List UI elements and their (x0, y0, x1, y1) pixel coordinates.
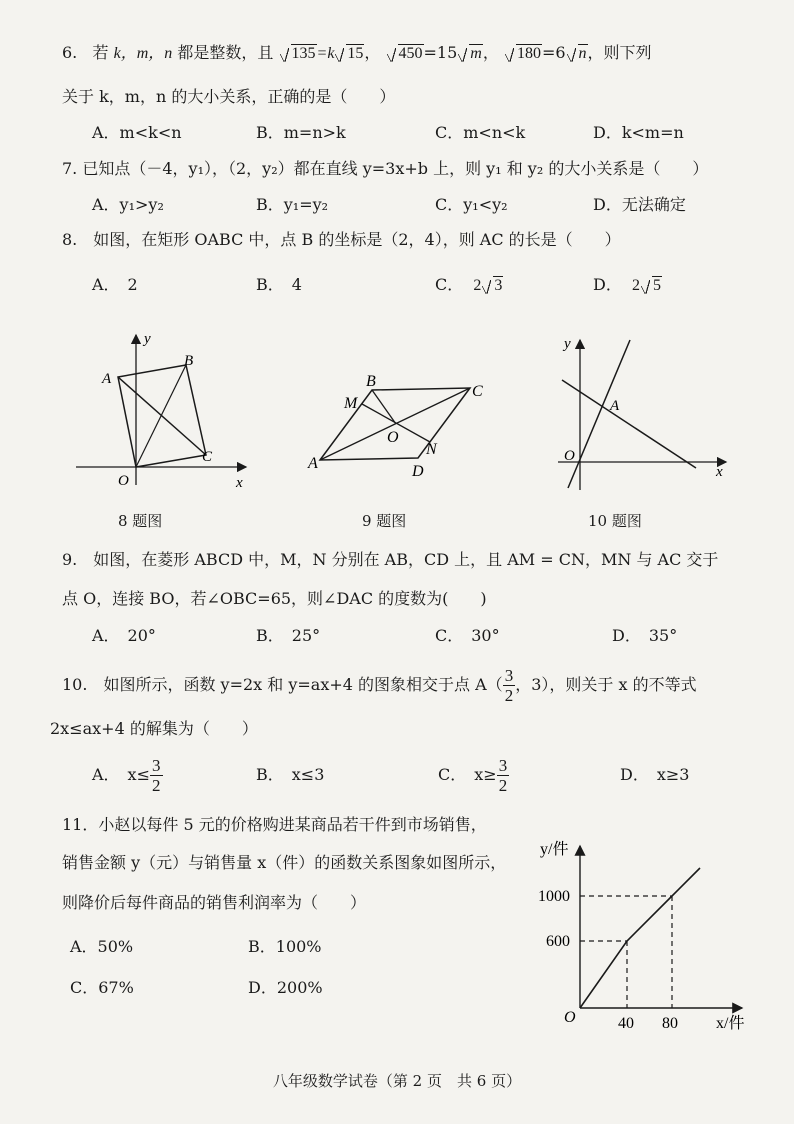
q11-line1: 11．小赵以每件 5 元的价格购进某商品若干件到市场销售， (62, 815, 487, 834)
fig9-label-c: C (472, 383, 483, 400)
q9-option-c[interactable]: C． 30° (435, 626, 500, 645)
q11-x-label: x/件 (716, 1015, 745, 1032)
fig10-label-o: O (564, 448, 575, 464)
q8-option-a[interactable]: A． 2 (92, 275, 138, 294)
q9-option-b[interactable]: B． 25° (256, 626, 321, 645)
q10-line2: 2x≤ax+4 的解集为（ ） (50, 719, 258, 738)
q6-line2: 关于 k，m，n 的大小关系，正确的是（ ） (62, 87, 396, 106)
fig9-label-b: B (366, 373, 376, 390)
q10-option-b[interactable]: B． x≤3 (256, 765, 325, 784)
fig10-label-a: A (610, 398, 620, 414)
q8-text: 8. 如图，在矩形 OABC 中，点 B 的坐标是（2，4），则 AC 的长是（ ） (62, 230, 621, 249)
sqrt-180: 180 (505, 42, 542, 65)
q11-xtick-40: 40 (618, 1015, 634, 1032)
q6-option-d[interactable]: D．k<m=n (593, 123, 684, 142)
fig10-label-y: y (564, 336, 571, 352)
q11-origin: O (564, 1009, 576, 1026)
q7-text: 7. 已知点（－4，y₁），（2，y₂）都在直线 y=3x+b 上，则 y₁ 和 y₂ 的大小关系是（ ） (62, 159, 709, 178)
q11-ytick-1000: 1000 (538, 888, 570, 905)
q8-option-b[interactable]: B． 4 (256, 275, 302, 294)
q10-line1: 10. 如图所示，函数 y=2x 和 y=ax+4 的图象相交于点 A（ $\frac{3}{2}$ ，3），则关于 x 的不等式 (62, 666, 697, 705)
q11-xtick-80: 80 (662, 1015, 678, 1032)
q6-line1: 6. 若 k，m，n 都是整数，且 135=k 15， 450=15 m， 180=6 n，则下列 (62, 42, 652, 65)
fig8-label-y: y (144, 331, 151, 347)
fig8-label-a: A (102, 371, 112, 387)
fig8-label-o: O (118, 473, 129, 489)
q10-option-a[interactable]: A． x≤ $\frac{3}{2}$ (92, 756, 161, 795)
q9-line1: 9. 如图，在菱形 ABCD 中，M，N 分别在 AB，CD 上，且 AM = CN，MN 与 AC 交于 (62, 550, 719, 569)
sqrt-450: 450 (387, 42, 424, 65)
fig10-label-x: x (716, 464, 723, 480)
fig9-label-d: D (412, 463, 424, 480)
q9-option-a[interactable]: A． 20° (92, 626, 156, 645)
q11-y-label: y/件 (540, 841, 569, 858)
q10-frac: $\frac{3}{2}$ (504, 666, 514, 705)
fig8-label-c: C (202, 449, 213, 465)
sqrt-135: 135 (280, 42, 317, 65)
q6-option-a[interactable]: A．m<k<n (92, 123, 182, 142)
q10-option-c[interactable]: C． x≥ $\frac{3}{2}$ (438, 756, 508, 795)
q7-option-b[interactable]: B．y₁=y₂ (256, 195, 329, 214)
sqrt-m: m (458, 42, 483, 65)
q9-option-d[interactable]: D． 35° (612, 626, 678, 645)
q11-option-a[interactable]: A．50% (70, 937, 134, 956)
fig9-label-n: N (426, 441, 437, 458)
sqrt-n: n (567, 42, 588, 65)
q7-option-c[interactable]: C．y₁<y₂ (435, 195, 508, 214)
figure-9 (300, 368, 500, 483)
q10-option-d[interactable]: D． x≥3 (620, 765, 690, 784)
fig9-label-a: A (308, 455, 318, 472)
q11-option-d[interactable]: D．200% (248, 978, 323, 997)
fig9-label-m: M (344, 395, 358, 412)
sqrt-15: 15 (335, 42, 364, 65)
q11-ytick-600: 600 (546, 933, 570, 950)
figure-8 (68, 325, 258, 495)
q11-line2: 销售金额 y（元）与销售量 x（件）的函数关系图象如图所示， (62, 853, 507, 872)
q8-option-c[interactable]: C． 2 3 (435, 274, 503, 297)
q6-number: 6. (62, 43, 78, 62)
fig9-label-o: O (387, 429, 399, 446)
q11-option-c[interactable]: C．67% (70, 978, 134, 997)
q11-graph (530, 832, 755, 1037)
q9-line2: 点 O，连接 BO，若∠OBC=65，则∠DAC 的度数为( ) (62, 589, 487, 608)
fig8-label-x: x (236, 475, 243, 491)
fig8-caption: 8 题图 (118, 512, 163, 530)
figure-10 (548, 330, 733, 495)
fig9-caption: 9 题图 (362, 512, 407, 530)
q11-option-b[interactable]: B．100% (248, 937, 322, 956)
q7-option-d[interactable]: D．无法确定 (593, 195, 686, 214)
page-footer: 八年级数学试卷（第 2 页 共 6 页） (272, 1072, 522, 1090)
q6-option-b[interactable]: B．m=n>k (256, 123, 346, 142)
q6-option-c[interactable]: C．m<n<k (435, 123, 526, 142)
fig8-label-b: B (184, 353, 194, 369)
q7-option-a[interactable]: A．y₁>y₂ (92, 195, 164, 214)
q11-line3: 则降价后每件商品的销售利润率为（ ） (62, 893, 367, 912)
fig10-caption: 10 题图 (588, 512, 642, 530)
q8-option-d[interactable]: D． 2 5 (593, 274, 662, 297)
